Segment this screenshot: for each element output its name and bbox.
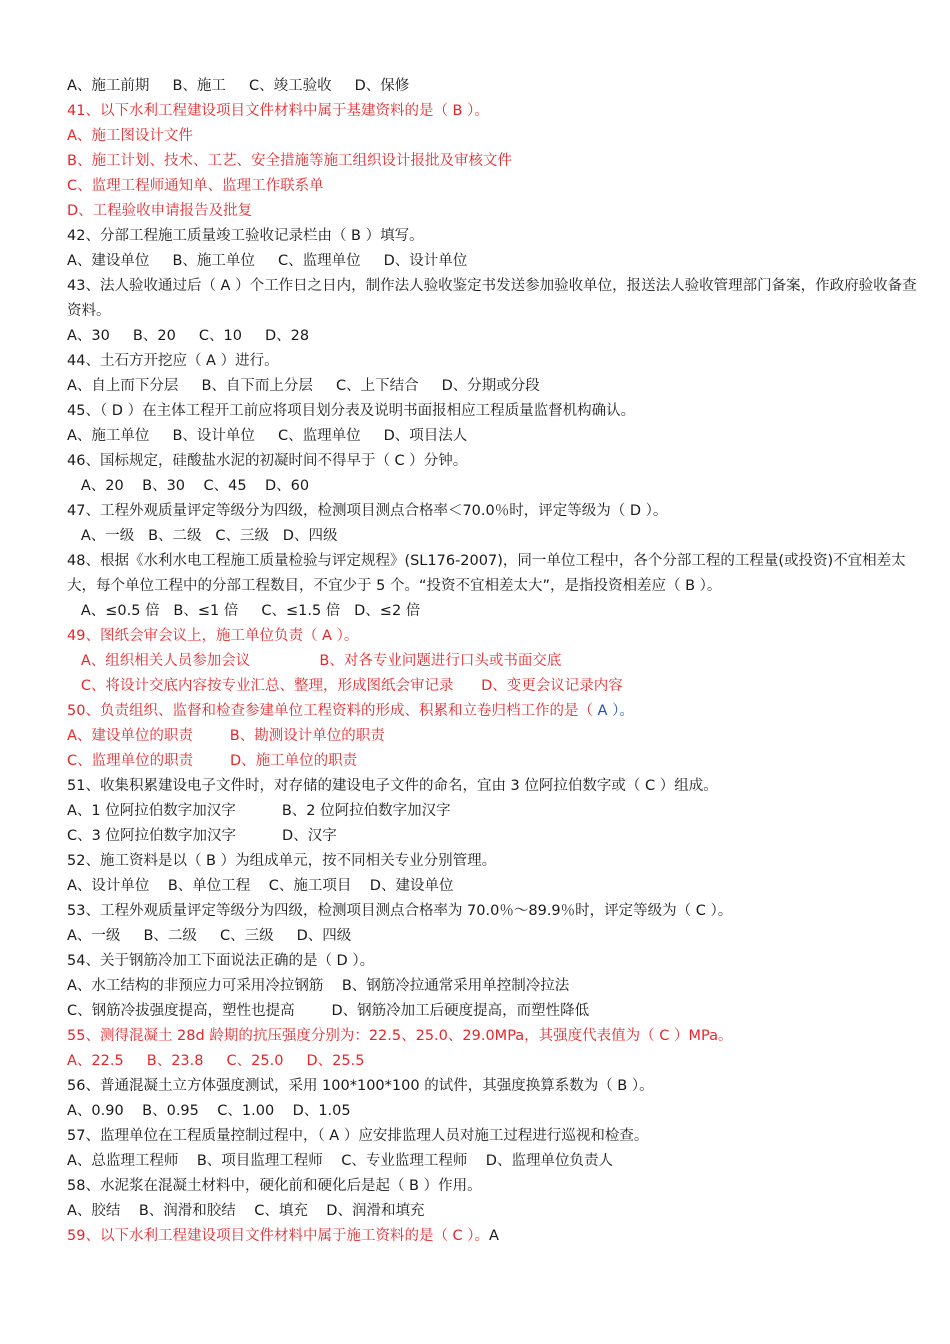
line-suffix: A [489,1228,499,1244]
line-text: 43、法人验收通过后（ A ）个工作日之日内，制作法人验收鉴定书发送参加验收单位，报送法人验收管理部门备案，作政府验收备查资料。 [67,278,917,319]
line-text: A、施工图设计文件 [67,128,193,144]
text-line [67,749,920,774]
text-line [67,674,920,699]
line-text: 54、关于钢筋冷加工下面说法正确的是（ D ）。 [67,953,375,969]
line-text: A、≤0.5 倍 B、≤1 倍 C、≤1.5 倍 D、≤2 倍 [67,603,421,619]
text-line [67,1074,920,1099]
line-text: C、监理单位的职责 D、施工单位的职责 [67,753,358,769]
text-line [67,974,920,999]
line-text: A、自上而下分层 B、自下而上分层 C、上下结合 D、分期或分段 [67,378,540,394]
line-text: C、监理工程师通知单、监理工作联系单 [67,178,324,194]
text-line [67,174,920,199]
text-line [67,849,920,874]
text-line [67,624,920,649]
text-line [67,1174,920,1199]
text-line [67,424,920,449]
line-text: 48、根据《水利水电工程施工质量检验与评定规程》(SL176-2007)，同一单位工程中，各个分部工程的工程量(或投资)不宜相差太大，每个单位工程中的分部工程数目，不宜少于 5 个。“投资不宜相差太大”，是指投资相差应（ B ）。 [67,553,906,594]
text-line [67,1099,920,1124]
line-text: A、施工前期 B、施工 C、竣工验收 D、保修 [67,78,410,94]
line-text: 50、负责组织、监督和检查参建单位工程资料的形成、积累和立卷归档工作的是（ [67,703,593,719]
text-line [67,199,920,224]
text-line [67,149,920,174]
text-line [67,499,920,524]
text-line [67,74,920,99]
text-line [67,724,920,749]
line-text: 45、（ D ）在主体工程开工前应将项目划分表及说明书面报相应工程质量监督机构确认。 [67,403,636,419]
text-line [67,349,920,374]
line-text: A、一级 B、二级 C、三级 D、四级 [67,528,338,544]
text-line [67,99,920,124]
line-text: A、30 B、20 C、10 D、28 [67,328,310,344]
line-text: A、建设单位 B、施工单位 C、监理单位 D、设计单位 [67,253,468,269]
text-line [67,1224,920,1249]
line-text: C、钢筋冷拔强度提高，塑性也提高 D、钢筋冷加工后硬度提高，而塑性降低 [67,1003,590,1019]
text-line [67,374,920,399]
line-text: 59、以下水利工程建设项目文件材料中属于施工资料的是（ C ）。 [67,1228,490,1244]
line-text: A、一级 B、二级 C、三级 D、四级 [67,928,352,944]
line-text: 52、施工资料是以（ B ）为组成单元，按不同相关专业分别管理。 [67,853,497,869]
text-line [67,449,920,474]
line-text: A、22.5 B、23.8 C、25.0 D、25.5 [67,1053,365,1069]
line-text: A、1 位阿拉伯数字加汉字 B、2 位阿拉伯数字加汉字 [67,803,451,819]
text-line [67,549,920,599]
text-line [67,949,920,974]
text-line [67,124,920,149]
line-text: B、施工计划、技术、工艺、安全措施等施工组织设计报批及审核文件 [67,153,512,169]
text-line [67,799,920,824]
line-text: 55、测得混凝土 28d 龄期的抗压强度分别为：22.5、25.0、29.0MPa，其强度代表值为（ C ）MPa。 [67,1028,733,1044]
text-line [67,399,920,424]
line-text: A、0.90 B、0.95 C、1.00 D、1.05 [67,1103,351,1119]
text-line [67,824,920,849]
line-text: 58、水泥浆在混凝土材料中，硬化前和硬化后是起（ B ）作用。 [67,1178,482,1194]
text-line [67,899,920,924]
line-text: A、建设单位的职责 B、勘测设计单位的职责 [67,728,385,744]
text-line [67,774,920,799]
line-text: A、施工单位 B、设计单位 C、监理单位 D、项目法人 [67,428,468,444]
line-text: A、组织相关人员参加会议 B、对各专业问题进行口头或书面交底 [67,653,562,669]
text-line [67,1049,920,1074]
text-line [67,999,920,1024]
line-text: 57、监理单位在工程质量控制过程中，（ A ）应安排监理人员对施工过程进行巡视和检查。 [67,1128,649,1144]
text-line [67,1149,920,1174]
text-line [67,1199,920,1224]
line-text: 47、工程外观质量评定等级分为四级，检测项目测点合格率＜70.0％时，评定等级为（ D ）。 [67,503,668,519]
line-text: 51、收集积累建设电子文件时，对存储的建设电子文件的命名，宜由 3 位阿拉伯数字或（ C ）组成。 [67,778,718,794]
line-text: D、工程验收申请报告及批复 [67,203,253,219]
line-text: 49、图纸会审会议上，施工单位负责（ A ）。 [67,628,359,644]
text-line [67,599,920,624]
line-suffix: A ）。 [592,703,634,719]
text-line [67,1024,920,1049]
line-text: A、胶结 B、润滑和胶结 C、填充 D、润滑和填充 [67,1203,425,1219]
text-line [67,474,920,499]
text-line [67,649,920,674]
text-line [67,274,920,324]
line-text: A、设计单位 B、单位工程 C、施工项目 D、建设单位 [67,878,454,894]
text-line [67,249,920,274]
text-line [67,1124,920,1149]
text-line [67,924,920,949]
text-line [67,699,920,724]
line-text: A、水工结构的非预应力可采用冷拉钢筋 B、钢筋冷拉通常采用单控制冷拉法 [67,978,570,994]
line-text: 44、土石方开挖应（ A ）进行。 [67,353,279,369]
line-text: A、20 B、30 C、45 D、60 [67,478,310,494]
line-text: 41、以下水利工程建设项目文件材料中属于基建资料的是（ B ）。 [67,103,489,119]
line-text: A、总监理工程师 B、项目监理工程师 C、专业监理工程师 D、监理单位负责人 [67,1153,613,1169]
text-line [67,874,920,899]
line-text: 46、国标规定，硅酸盐水泥的初凝时间不得早于（ C ）分钟。 [67,453,468,469]
line-text: 56、普通混凝土立方体强度测试，采用 100*100*100 的试件，其强度换算系数为（ B ）。 [67,1078,654,1094]
line-text: 53、工程外观质量评定等级分为四级，检测项目测点合格率为 70.0％～89.9％时，评定等级为（ C ）。 [67,903,733,919]
text-line [67,324,920,349]
line-text: 42、分部工程施工质量竣工验收记录栏由（ B ）填写。 [67,228,424,244]
line-text: C、3 位阿拉伯数字加汉字 D、汉字 [67,828,337,844]
line-text: C、将设计交底内容按专业汇总、整理，形成图纸会审记录 D、变更会议记录内容 [67,678,623,694]
text-line [67,224,920,249]
text-line [67,524,920,549]
